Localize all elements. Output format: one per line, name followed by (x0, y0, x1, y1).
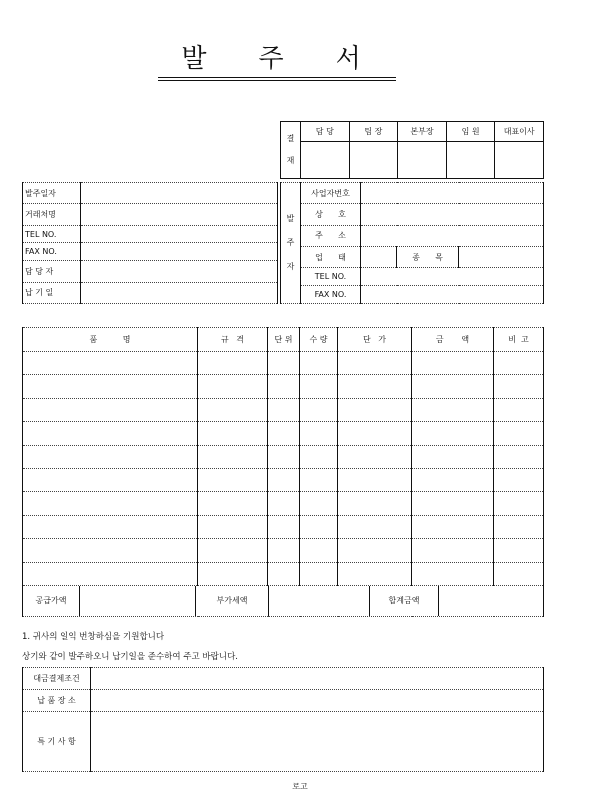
item-cell-unit[interactable] (268, 422, 300, 445)
item-cell-spec[interactable] (198, 352, 268, 375)
item-cell-name[interactable] (23, 492, 198, 515)
orderer-fax-label: FAX NO. (301, 286, 361, 304)
item-cell-name[interactable] (23, 539, 198, 562)
footer-logo-text: 로고 (292, 782, 308, 791)
buyer-value-field[interactable] (81, 243, 278, 261)
item-cell-unit[interactable] (268, 539, 300, 562)
buyer-table (22, 182, 278, 304)
total-supply-field[interactable] (80, 586, 196, 616)
buyer-label: FAX NO. (23, 243, 81, 261)
payment-terms-field[interactable] (91, 668, 544, 690)
item-cell-remarks[interactable] (494, 445, 544, 468)
item-cell-spec[interactable] (198, 422, 268, 445)
item-cell-name[interactable] (23, 422, 198, 445)
total-sum-field[interactable] (439, 586, 543, 616)
title-underline-1 (158, 77, 396, 78)
item-cell-unit-price[interactable] (338, 492, 412, 515)
items-header-spec: 규 격 (198, 328, 268, 352)
item-cell-unit[interactable] (268, 445, 300, 468)
buyer-value-field[interactable] (81, 204, 278, 225)
total-vat-label: 부가세액 (196, 586, 269, 616)
orderer-business-item-label: 종 목 (397, 246, 459, 267)
item-cell-unit-price[interactable] (338, 468, 412, 491)
orderer-business-item-field[interactable] (459, 246, 544, 267)
orderer-business-type-label: 업 태 (301, 246, 361, 267)
item-cell-name[interactable] (23, 515, 198, 538)
items-header-unit-price: 단 가 (338, 328, 412, 352)
buyer-value-field[interactable] (81, 225, 278, 243)
orderer-side-label: 발 주 자 (281, 183, 301, 304)
orderer-company-label: 상 호 (301, 204, 361, 225)
orderer-company-field[interactable] (361, 204, 544, 225)
orderer-reg-no-label: 사업자번호 (301, 183, 361, 204)
items-header-unit: 단 위 (268, 328, 300, 352)
item-cell-unit[interactable] (268, 375, 300, 398)
table-row (23, 515, 544, 538)
approval-header-staff: 담 당 (301, 122, 350, 142)
title-underline-2 (158, 80, 396, 81)
orderer-reg-no-field[interactable] (361, 183, 544, 204)
item-cell-unit-price[interactable] (338, 562, 412, 585)
item-cell-qty[interactable] (300, 562, 338, 585)
page-title (150, 38, 400, 75)
item-cell-spec[interactable] (198, 468, 268, 491)
total-supply-label: 공급가액 (23, 586, 80, 616)
item-cell-amount[interactable] (412, 422, 494, 445)
item-cell-spec[interactable] (198, 562, 268, 585)
note-line-1: 1. 귀사의 일익 번창하심을 기원합니다 (22, 632, 165, 642)
approval-table (280, 121, 544, 179)
item-cell-qty[interactable] (300, 515, 338, 538)
approval-header-executive: 임 원 (446, 122, 495, 142)
buyer-label: 납 기 일 (23, 282, 81, 303)
table-row (23, 562, 544, 585)
item-cell-qty[interactable] (300, 398, 338, 421)
item-cell-spec[interactable] (198, 445, 268, 468)
item-cell-amount[interactable] (412, 445, 494, 468)
item-cell-spec[interactable] (198, 539, 268, 562)
item-cell-amount[interactable] (412, 492, 494, 515)
buyer-value-field[interactable] (81, 261, 278, 282)
item-cell-spec[interactable] (198, 398, 268, 421)
buyer-label: 발주일자 (23, 183, 81, 204)
delivery-place-label: 납 품 장 소 (23, 690, 91, 712)
total-sum-label: 합계금액 (370, 586, 439, 616)
item-cell-spec[interactable] (198, 492, 268, 515)
item-cell-remarks[interactable] (494, 468, 544, 491)
delivery-place-field[interactable] (91, 690, 544, 712)
buyer-value-field[interactable] (81, 183, 278, 204)
item-cell-amount[interactable] (412, 515, 494, 538)
bottom-table (22, 667, 544, 772)
approval-header-ceo: 대표이사 (495, 122, 544, 142)
orderer-tel-field[interactable] (361, 268, 544, 286)
item-cell-unit-price[interactable] (338, 515, 412, 538)
table-row (23, 352, 544, 375)
items-header-name: 품 명 (23, 328, 198, 352)
item-cell-remarks[interactable] (494, 398, 544, 421)
item-cell-remarks[interactable] (494, 492, 544, 515)
approval-sign-executive[interactable] (446, 142, 495, 179)
items-header-amount: 금 액 (412, 328, 494, 352)
buyer-label: 거래처명 (23, 204, 81, 225)
orderer-address-field[interactable] (361, 225, 544, 246)
approval-header-team-leader: 팀 장 (349, 122, 398, 142)
item-cell-name[interactable] (23, 375, 198, 398)
items-header-remarks: 비 고 (494, 328, 544, 352)
orderer-tel-label: TEL NO. (301, 268, 361, 286)
item-cell-name[interactable] (23, 352, 198, 375)
approval-side-label: 결 재 (281, 122, 301, 179)
approval-sign-staff[interactable] (301, 142, 350, 179)
table-row (23, 492, 544, 515)
item-cell-unit[interactable] (268, 492, 300, 515)
item-cell-unit-price[interactable] (338, 422, 412, 445)
total-vat-field[interactable] (269, 586, 370, 616)
item-cell-unit-price[interactable] (338, 352, 412, 375)
approval-sign-team-leader[interactable] (349, 142, 398, 179)
title-char-3: 서 (335, 44, 369, 74)
item-cell-unit[interactable] (268, 468, 300, 491)
item-cell-qty[interactable] (300, 422, 338, 445)
item-cell-unit-price[interactable] (338, 375, 412, 398)
item-cell-amount[interactable] (412, 539, 494, 562)
approval-sign-division-head[interactable] (398, 142, 447, 179)
item-cell-remarks[interactable] (494, 515, 544, 538)
item-cell-name[interactable] (23, 468, 198, 491)
item-cell-name[interactable] (23, 398, 198, 421)
item-cell-unit-price[interactable] (338, 539, 412, 562)
title-char-2: 주 (258, 44, 292, 74)
item-cell-qty[interactable] (300, 539, 338, 562)
item-cell-remarks[interactable] (494, 352, 544, 375)
item-cell-amount[interactable] (412, 398, 494, 421)
table-row (23, 468, 544, 491)
note-line-2: 상기와 같이 발주하오니 납기일을 준수하여 주고 바랍니다. (22, 652, 238, 662)
buyer-label: 담 당 자 (23, 261, 81, 282)
table-row (23, 539, 544, 562)
items-table (22, 327, 544, 617)
item-cell-qty[interactable] (300, 375, 338, 398)
item-cell-qty[interactable] (300, 492, 338, 515)
item-cell-unit-price[interactable] (338, 445, 412, 468)
approval-header-division-head: 본부장 (398, 122, 447, 142)
item-cell-amount[interactable] (412, 468, 494, 491)
items-header-qty: 수 량 (300, 328, 338, 352)
item-cell-spec[interactable] (198, 515, 268, 538)
item-cell-amount[interactable] (412, 352, 494, 375)
item-cell-unit[interactable] (268, 398, 300, 421)
item-cell-qty[interactable] (300, 445, 338, 468)
item-cell-remarks[interactable] (494, 422, 544, 445)
table-row (23, 445, 544, 468)
approval-sign-ceo[interactable] (495, 142, 544, 179)
buyer-value-field[interactable] (81, 282, 278, 303)
table-row (23, 422, 544, 445)
item-cell-amount[interactable] (412, 375, 494, 398)
orderer-fax-field[interactable] (361, 286, 544, 304)
item-cell-unit[interactable] (268, 515, 300, 538)
buyer-label: TEL NO. (23, 225, 81, 243)
table-row (23, 398, 544, 421)
orderer-address-label: 주 소 (301, 225, 361, 246)
item-cell-qty[interactable] (300, 468, 338, 491)
title-char-1: 발 (181, 44, 215, 74)
item-cell-name[interactable] (23, 445, 198, 468)
item-cell-unit[interactable] (268, 352, 300, 375)
item-cell-remarks[interactable] (494, 539, 544, 562)
orderer-table (280, 182, 544, 304)
item-cell-unit[interactable] (268, 562, 300, 585)
item-cell-name[interactable] (23, 562, 198, 585)
orderer-business-type-field[interactable] (361, 246, 397, 267)
special-notes-label: 특 기 사 항 (23, 712, 91, 772)
item-cell-remarks[interactable] (494, 562, 544, 585)
item-cell-remarks[interactable] (494, 375, 544, 398)
item-cell-amount[interactable] (412, 562, 494, 585)
special-notes-field[interactable] (91, 712, 544, 772)
item-cell-spec[interactable] (198, 375, 268, 398)
item-cell-unit-price[interactable] (338, 398, 412, 421)
item-cell-qty[interactable] (300, 352, 338, 375)
payment-terms-label: 대금결제조건 (23, 668, 91, 690)
table-row (23, 375, 544, 398)
